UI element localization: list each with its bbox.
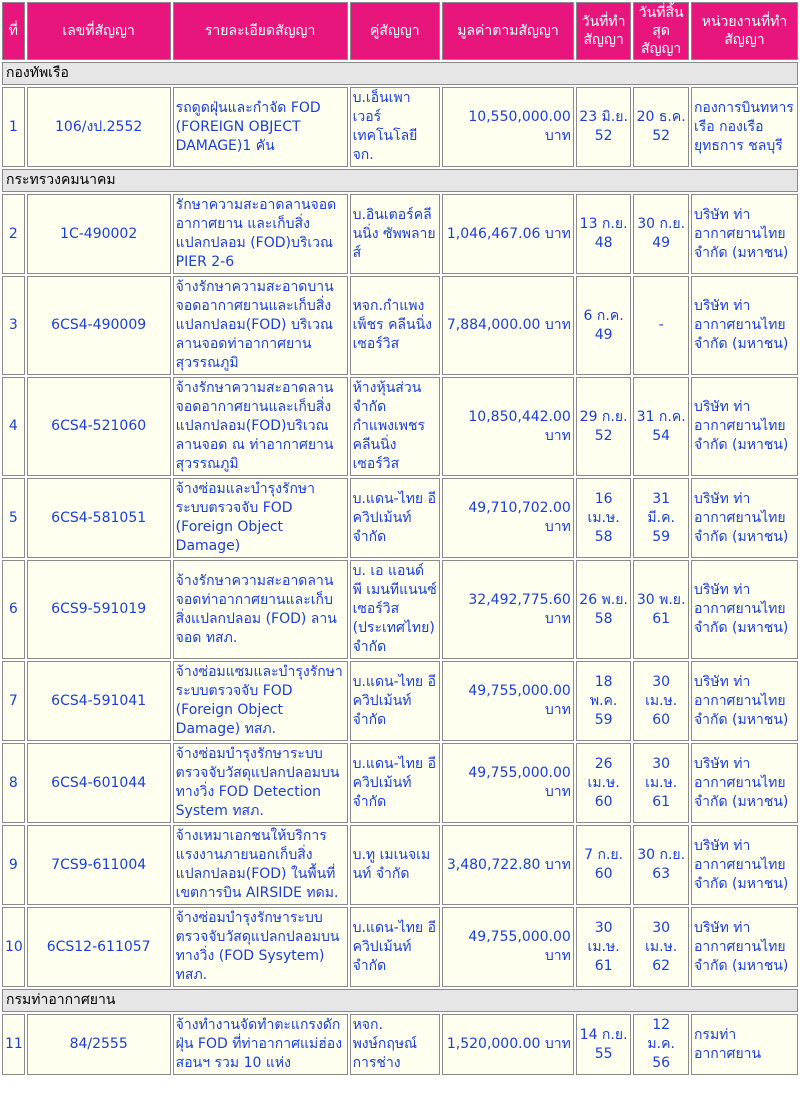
cell-no: 9 <box>2 825 25 905</box>
table-row <box>2 194 798 274</box>
table-row <box>2 661 798 741</box>
cell-party: บ. เอ แอนด์ พี เมนทีแนนซ์ เซอร์วิส (ประเทศไทย) จำกัด <box>350 560 441 659</box>
header-end-date: วันที่สิ้นสุดสัญญา <box>633 2 689 60</box>
cell-no: 11 <box>2 1014 25 1075</box>
cell-party: บ.แดน-ไทย อีควิปเม้นท์ จำกัด <box>350 661 441 741</box>
cell-value: 32,492,775.60 บาท <box>442 560 574 659</box>
cell-party: บ.แดน-ไทย อีควิปเม้นท์ จำกัด <box>350 907 441 987</box>
cell-no: 6 <box>2 560 25 659</box>
group-row <box>2 62 798 85</box>
cell-start-date: 7 ก.ย. 60 <box>576 825 632 905</box>
cell-detail: จ้างทำงานจัดทำตะแกรงดักฝุ่น FOD ที่ท่าอากาศแม่ฮ่องสอนฯ รวม 10 แห่ง <box>173 1014 348 1075</box>
cell-start-date: 29 ก.ย. 52 <box>576 377 632 476</box>
cell-contract-no: 106/งป.2552 <box>27 87 171 167</box>
cell-end-date: 30 ก.ย. 63 <box>633 825 689 905</box>
cell-value: 49,755,000.00 บาท <box>442 907 574 987</box>
cell-detail: จ้างซ่อมบำรุงรักษาระบบตรวจจับวัสดุแปลกปลอมบนทางวิ่ง (FOD Sysytem) ทสภ. <box>173 907 348 987</box>
cell-detail: รักษาความสะอาดลานจอดอากาศยาน และเก็บสิ่งแปลกปลอม (FOD)บริเวณ PIER 2-6 <box>173 194 348 274</box>
cell-party: บ.แดน-ไทย อีควิปเม้นท์ จำกัด <box>350 478 441 558</box>
cell-no: 1 <box>2 87 25 167</box>
cell-agency: บริษัท ท่าอากาศยานไทย จำกัด (มหาชน) <box>691 478 798 558</box>
cell-start-date: 23 มิ.ย. 52 <box>576 87 632 167</box>
cell-value: 10,850,442.00 บาท <box>442 377 574 476</box>
cell-contract-no: 6CS4-490009 <box>27 276 171 375</box>
table-body <box>2 62 798 1075</box>
cell-party: บ.อินเตอร์คลีนนิ่ง ซัพพลายส์ <box>350 194 441 274</box>
cell-party: บ.แดน-ไทย อีควิปเม้นท์ จำกัด <box>350 743 441 823</box>
cell-party: หจก. พงษ์กฤษณ์การช่าง <box>350 1014 441 1075</box>
cell-agency: บริษัท ท่าอากาศยานไทย จำกัด (มหาชน) <box>691 194 798 274</box>
table-row <box>2 377 798 476</box>
table-row <box>2 276 798 375</box>
cell-detail: จ้างรักษาความสะอาดลานจอดอากาศยานและเก็บสิ่งแปลกปลอม(FOD)บริเวณลานจอด ณ ท่าอากาศยานสุวรรณภูมิ <box>173 377 348 476</box>
cell-contract-no: 6CS4-601044 <box>27 743 171 823</box>
cell-no: 3 <box>2 276 25 375</box>
cell-start-date: 26 เม.ษ. 60 <box>576 743 632 823</box>
table-row <box>2 907 798 987</box>
cell-party: ห้างหุ้นส่วนจำกัด กำแพงเพชร คลีนนิ่ง เซอร์วิส <box>350 377 441 476</box>
cell-agency: กรมท่าอากาศยาน <box>691 1014 798 1075</box>
cell-start-date: 18 พ.ค. 59 <box>576 661 632 741</box>
cell-no: 4 <box>2 377 25 476</box>
cell-value: 1,520,000.00 บาท <box>442 1014 574 1075</box>
cell-detail: จ้างรักษาความสะอาดลานจอดท่าอากาศยานและเก็บสิ่งแปลกปลอม (FOD) ลานจอด ทสภ. <box>173 560 348 659</box>
cell-agency: บริษัท ท่าอากาศยานไทย จำกัด (มหาชน) <box>691 907 798 987</box>
cell-no: 2 <box>2 194 25 274</box>
cell-start-date: 6 ก.ค. 49 <box>576 276 632 375</box>
cell-end-date: 30 พ.ย. 61 <box>633 560 689 659</box>
header-contract-no: เลขที่สัญญา <box>27 2 171 60</box>
cell-start-date: 14 ก.ย. 55 <box>576 1014 632 1075</box>
cell-end-date: - <box>633 276 689 375</box>
cell-end-date: 31 ก.ค. 54 <box>633 377 689 476</box>
group-label: กระทรวงคมนาคม <box>2 169 798 192</box>
cell-value: 49,755,000.00 บาท <box>442 661 574 741</box>
cell-value: 7,884,000.00 บาท <box>442 276 574 375</box>
cell-value: 3,480,722.80 บาท <box>442 825 574 905</box>
cell-detail: จ้างซ่อมและบำรุงรักษาระบบตรวจจับ FOD (Foreign Object Damage) <box>173 478 348 558</box>
cell-agency: บริษัท ท่าอากาศยานไทย จำกัด (มหาชน) <box>691 743 798 823</box>
cell-end-date: 30 เม.ษ. 62 <box>633 907 689 987</box>
table-row <box>2 825 798 905</box>
cell-contract-no: 7CS9-611004 <box>27 825 171 905</box>
group-row <box>2 989 798 1012</box>
header-row <box>2 2 798 60</box>
cell-start-date: 16 เม.ษ. 58 <box>576 478 632 558</box>
cell-detail: จ้างเหมาเอกชนให้บริการแรงงานภายนอกเก็บสิ่งแปลกปลอม(FOD) ในพื้นที่เขตการบิน AIRSIDE ทดม. <box>173 825 348 905</box>
cell-party: หจก.กำแพงเพ็ชร คลีนนิ่ง เซอร์วิส <box>350 276 441 375</box>
cell-contract-no: 1C-490002 <box>27 194 171 274</box>
header-no: ที่ <box>2 2 25 60</box>
cell-end-date: 12 ม.ค. 56 <box>633 1014 689 1075</box>
cell-start-date: 13 ก.ย. 48 <box>576 194 632 274</box>
cell-agency: กองการบินทหารเรือ กองเรือยุทธการ ชลบุรี <box>691 87 798 167</box>
cell-no: 8 <box>2 743 25 823</box>
table-row <box>2 560 798 659</box>
cell-agency: บริษัท ท่าอากาศยานไทย จำกัด (มหาชน) <box>691 276 798 375</box>
cell-start-date: 30 เม.ษ. 61 <box>576 907 632 987</box>
cell-end-date: 30 เม.ษ. 61 <box>633 743 689 823</box>
cell-end-date: 31 มี.ค. 59 <box>633 478 689 558</box>
cell-detail: จ้างซ่อมบำรุงรักษาระบบตรวจจับวัสดุแปลกปลอมบนทางวิ่ง FOD Detection System ทสภ. <box>173 743 348 823</box>
cell-party: บ.ทู เมเนจเมนท์ จำกัด <box>350 825 441 905</box>
cell-contract-no: 6CS4-581051 <box>27 478 171 558</box>
cell-agency: บริษัท ท่าอากาศยานไทย จำกัด (มหาชน) <box>691 560 798 659</box>
group-label: กรมท่าอากาศยาน <box>2 989 798 1012</box>
table-row <box>2 1014 798 1075</box>
group-label: กองทัพเรือ <box>2 62 798 85</box>
header-agency: หน่วยงานที่ทำสัญญา <box>691 2 798 60</box>
cell-start-date: 26 พ.ย. 58 <box>576 560 632 659</box>
cell-agency: บริษัท ท่าอากาศยานไทย จำกัด (มหาชน) <box>691 377 798 476</box>
cell-no: 5 <box>2 478 25 558</box>
cell-agency: บริษัท ท่าอากาศยานไทย จำกัด (มหาชน) <box>691 825 798 905</box>
cell-contract-no: 6CS4-591041 <box>27 661 171 741</box>
cell-detail: จ้างซ่อมแซมและบำรุงรักษาระบบตรวจจับ FOD (Foreign Object Damage) ทสภ. <box>173 661 348 741</box>
cell-detail: รถดูดฝุ่นและกำจัด FOD (FOREIGN OBJECT DAMAGE)1 คัน <box>173 87 348 167</box>
table-row <box>2 743 798 823</box>
header-value: มูลค่าตามสัญญา <box>442 2 574 60</box>
cell-no: 7 <box>2 661 25 741</box>
cell-end-date: 20 ธ.ค. 52 <box>633 87 689 167</box>
header-start-date: วันที่ทำสัญญา <box>576 2 632 60</box>
header-detail: รายละเอียดสัญญา <box>173 2 348 60</box>
cell-value: 1,046,467.06 บาท <box>442 194 574 274</box>
cell-contract-no: 6CS4-521060 <box>27 377 171 476</box>
cell-contract-no: 84/2555 <box>27 1014 171 1075</box>
cell-detail: จ้างรักษาความสะอาดบานจอดอากาศยานและเก็บสิ่งแปลกปลอม(FOD) บริเวณลานจอดท่าอากาศยานสุวรรณภูมิ <box>173 276 348 375</box>
cell-contract-no: 6CS12-611057 <box>27 907 171 987</box>
cell-end-date: 30 ก.ย. 49 <box>633 194 689 274</box>
cell-party: บ.เอ็นเพาเวอร์ เทคโนโลยี จก. <box>350 87 441 167</box>
cell-value: 49,710,702.00 บาท <box>442 478 574 558</box>
cell-contract-no: 6CS9-591019 <box>27 560 171 659</box>
cell-value: 10,550,000.00 บาท <box>442 87 574 167</box>
cell-agency: บริษัท ท่าอากาศยานไทย จำกัด (มหาชน) <box>691 661 798 741</box>
cell-end-date: 30 เม.ษ. 60 <box>633 661 689 741</box>
table-row <box>2 87 798 167</box>
group-row <box>2 169 798 192</box>
table-row <box>2 478 798 558</box>
cell-value: 49,755,000.00 บาท <box>442 743 574 823</box>
cell-no: 10 <box>2 907 25 987</box>
header-party: คู่สัญญา <box>350 2 441 60</box>
